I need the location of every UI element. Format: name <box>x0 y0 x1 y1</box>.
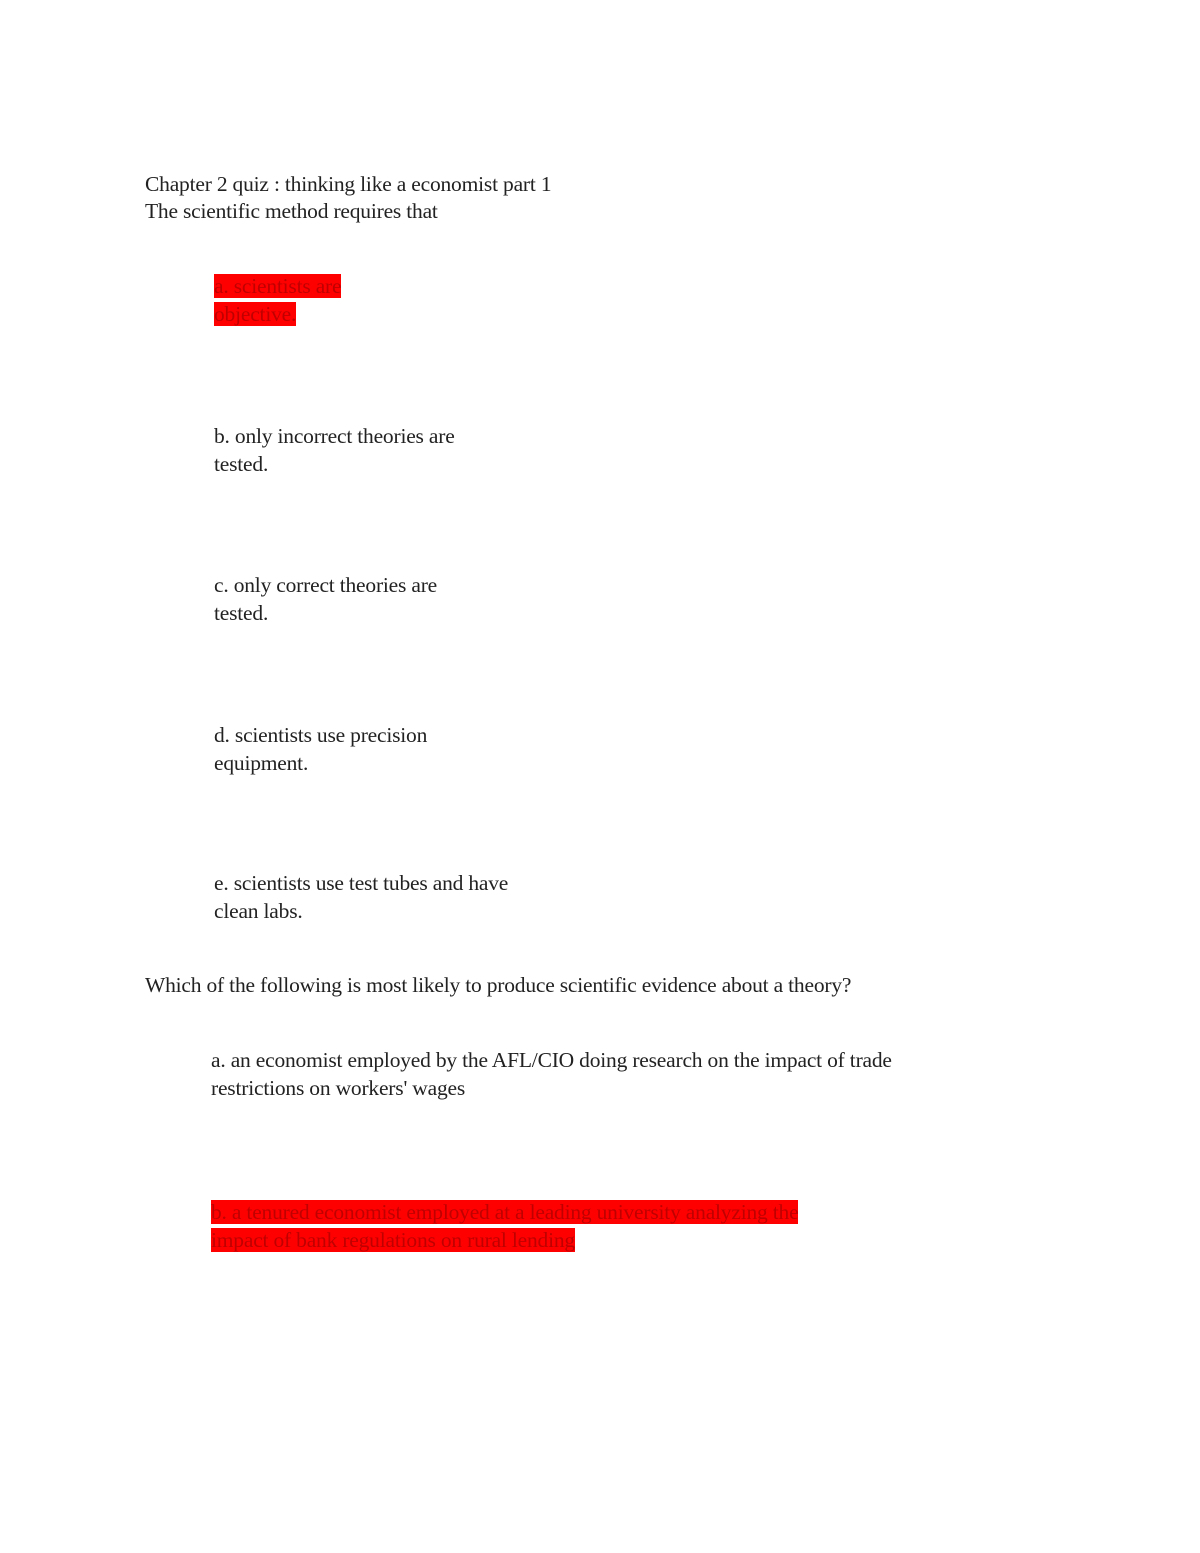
option-line: e. scientists use test tubes and have <box>214 871 509 895</box>
question-1-option-e <box>214 870 508 925</box>
question-1-option-b <box>214 423 455 478</box>
question-1-option-a <box>214 273 341 328</box>
option-line: a. an economist employed by the AFL/CIO doing research on the impact of trade <box>211 1048 892 1072</box>
option-line: tested. <box>214 600 269 625</box>
option-line: impact of bank regulations on rural lending <box>211 1227 575 1252</box>
option-line: objective. <box>214 301 297 326</box>
option-line: clean labs. <box>214 898 303 923</box>
document-title: Chapter 2 quiz : thinking like a economist part 1 <box>145 172 552 196</box>
option-line: restrictions on workers' wages <box>211 1075 466 1100</box>
question-1-option-c <box>214 572 437 627</box>
option-line: a. scientists are <box>214 274 342 298</box>
option-line: d. scientists use precision <box>214 723 428 747</box>
option-line: tested. <box>214 451 269 476</box>
option-line: equipment. <box>214 750 309 775</box>
option-line: c. only correct theories are <box>214 573 438 597</box>
question-1-prompt: The scientific method requires that <box>145 199 438 223</box>
question-2-option-a <box>211 1047 892 1102</box>
question-2-prompt: Which of the following is most likely to produce scientific evidence about a theory? <box>145 973 852 997</box>
question-1-option-d <box>214 722 427 777</box>
option-line: b. only incorrect theories are <box>214 424 455 448</box>
question-2-option-b <box>211 1199 798 1254</box>
option-line: b. a tenured economist employed at a leading university analyzing the <box>211 1200 799 1224</box>
